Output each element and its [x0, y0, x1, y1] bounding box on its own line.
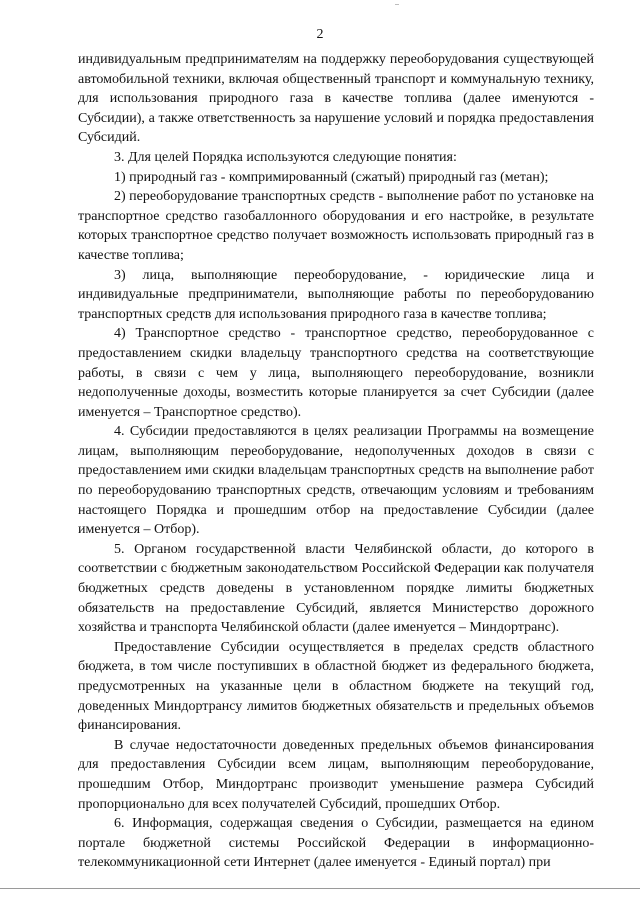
page-number: 2	[316, 27, 324, 42]
paragraph-3-item-1: 1) природный газ - компримированный (сжатый) природный газ (метан);	[114, 169, 549, 185]
paragraph-5-funding: Предоставление Субсидии осуществляется в пределах средств областного бюджета, в том числе поступивших в областной бюджет из федерального бюджета, предусмотренных на указанные цели в областном бюджете на текущий год, доведенных Миндортрансу лимитов бюджетных обязательств и предельных объемов финансирования.	[78, 639, 594, 734]
document-body	[78, 50, 594, 873]
paragraph-3-item-2: 2) переоборудование транспортных средств - выполнение работ по установке на транспортное средство газобаллонного оборудования и его настройке, в результате которых транспортное средство получает возможность использовать природный газ в качестве топлива;	[78, 189, 594, 263]
bottom-rule	[0, 888, 640, 889]
paragraph-intro: индивидуальным предпринимателям на поддержку переоборудования существующей автомобильной техники, включая общественный транспорт и коммунальную технику, для использования природного газа в качестве топлива (далее именуются - Субсидии), а также ответственность за нарушение условий и порядка предоставления Субсидий.	[78, 52, 594, 146]
paragraph-3: 3. Для целей Порядка используются следующие понятия:	[114, 149, 457, 165]
paragraph-4: 4. Субсидии предоставляются в целях реализации Программы на возмещение лицам, выполняющим переоборудование, недополученных доходов в связи с предоставлением ими скидки владельцам транспортных средств на выполнение работ по переоборудованию транспортных средств, отвечающим условиям и требованиям настоящего Порядка и прошедшим отбор на предоставление Субсидии (далее именуется – Отбор).	[78, 424, 594, 538]
paragraph-5-shortfall: В случае недостаточности доведенных предельных объемов финансирования для предоставления Субсидии всем лицам, выполняющим переоборудование, прошедшим Отбор, Миндортранс производит уменьшение размера Субсидий пропорционально для всех получателей Субсидий, прошедших Отбор.	[78, 737, 594, 812]
paragraph-6: 6. Информация, содержащая сведения о Субсидии, размещается на едином портале бюджетной системы Российской Федерации в информационно-телекоммуникационной сети Интернет (далее именуется - Единый портал) при	[78, 816, 594, 871]
paragraph-3-item-4: 4) Транспортное средство - транспортное средство, переоборудованное с предоставлением скидки владельцу транспортного средства на соответствующие работы, в связи с чем у лица, выполняющего переоборудование, возникли недополученные доходы, возместить которые планируется за счет Субсидии (далее именуется – Транспортное средство).	[78, 326, 594, 420]
paragraph-5: 5. Органом государственной власти Челябинской области, до которого в соответствии с бюджетным законодательством Российской Федерации как получателя бюджетных средств доведены в установленном порядке лимиты бюджетных обязательств на предоставление Субсидий, является Министерство дорожного хозяйства и транспорта Челябинской области (далее именуется – Миндортранс).	[78, 541, 594, 636]
scan-artifact	[395, 4, 399, 5]
paragraph-3-item-3: 3) лица, выполняющие переоборудование, - юридические лица и индивидуальные предприниматели, выполняющие работы по переоборудованию транспортных средств для использования природного газа в качестве топлива;	[78, 267, 594, 322]
